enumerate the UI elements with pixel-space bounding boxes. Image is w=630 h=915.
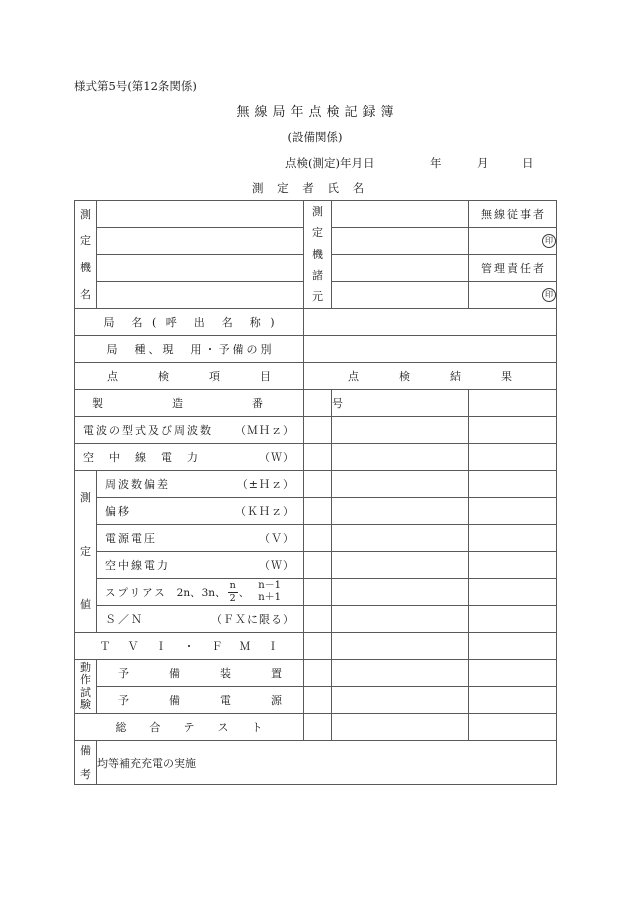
backup-equipment-result-2[interactable] (332, 660, 469, 687)
supply-voltage-result-3[interactable] (469, 525, 557, 552)
sn-ratio-unit: （ＦＸに限る） (211, 613, 295, 626)
spurious-fraction-denominator: 2 (229, 592, 236, 604)
device-name-vertical-label: 測 定 機 名 (75, 201, 97, 309)
device-spec-input-4[interactable] (332, 282, 469, 309)
device-name-input-2[interactable] (97, 228, 304, 255)
measured-values-vertical-label: 測 定 値 (75, 471, 97, 633)
table-row (75, 336, 557, 363)
backup-equipment-result-3[interactable] (469, 660, 557, 687)
tvi-fmi-label: Ｔ Ｖ Ｉ ・ Ｆ Ｍ Ｉ (75, 633, 304, 660)
table-row (75, 660, 557, 687)
backup-equipment-label: 予 備 装 置 (97, 660, 304, 687)
device-spec-vertical-label: 測 定 機 諸 元 (304, 201, 332, 309)
spurious-fraction-suffix: 、 (238, 586, 250, 599)
total-test-result-1[interactable] (304, 714, 332, 741)
spurious-fraction (228, 581, 238, 603)
form-code: 様式第5号(第12条関係) (74, 79, 197, 93)
tvi-fmi-result-1[interactable] (304, 633, 332, 660)
spurious-fraction-numerator: n (229, 580, 236, 591)
device-name-input-4[interactable] (97, 282, 304, 309)
table-row (75, 687, 557, 714)
freq-deviation-result-3[interactable] (469, 471, 557, 498)
table-row (75, 444, 557, 471)
emission-freq-result-3[interactable] (469, 417, 557, 444)
total-test-result-2[interactable] (332, 714, 469, 741)
antenna-power-result-3[interactable] (469, 444, 557, 471)
sn-ratio-result-2[interactable] (332, 606, 469, 633)
antenna-power-measured-label-cell (97, 552, 304, 579)
sn-ratio-result-3[interactable] (469, 606, 557, 633)
page-title: 無線局年点検記録簿 (236, 105, 399, 120)
supply-voltage-result-2[interactable] (332, 525, 469, 552)
device-name-input-3[interactable] (97, 255, 304, 282)
table-header-row (75, 363, 557, 390)
manager-seal-field[interactable] (469, 282, 557, 309)
spurious-stack-top: n－1 (258, 579, 282, 591)
spurious-result-2[interactable] (332, 579, 469, 606)
shift-result-2[interactable] (332, 498, 469, 525)
serial-number-label: 製 造 番 号 (92, 397, 352, 410)
spurious-result-1[interactable] (304, 579, 332, 606)
freq-deviation-result-1[interactable] (304, 471, 332, 498)
table-row (75, 201, 557, 228)
shift-label: 偏移 (105, 505, 131, 518)
emission-freq-result-1[interactable] (304, 417, 332, 444)
remarks-vertical-label: 備 考 (75, 741, 97, 785)
call-sign-input[interactable] (304, 309, 557, 336)
emission-freq-result-2[interactable] (332, 417, 469, 444)
backup-power-result-1[interactable] (304, 687, 332, 714)
shift-result-3[interactable] (469, 498, 557, 525)
table-row (75, 498, 557, 525)
antenna-power-label: 空 中 線 電 力 (83, 451, 200, 464)
emission-freq-unit: （ＭＨｚ） (235, 424, 295, 437)
supply-voltage-result-1[interactable] (304, 525, 332, 552)
station-type-label: 局 種、現 用・予備の別 (75, 336, 304, 363)
backup-power-label: 予 備 電 源 (97, 687, 304, 714)
tvi-fmi-result-3[interactable] (469, 633, 557, 660)
table-row (75, 633, 557, 660)
inspector-name-label: 測 定 者 氏 名 (252, 181, 370, 195)
spurious-term-1: 2n、 (176, 586, 201, 599)
freq-deviation-label-cell (97, 471, 304, 498)
spurious-stack-bottom: n＋1 (258, 592, 282, 603)
serial-number-result-3[interactable] (469, 390, 557, 417)
emission-freq-label: 電波の型式及び周波数 (83, 424, 213, 437)
operation-test-vertical-label: 動 作 試 験 (75, 660, 97, 714)
antenna-power-measured-result-2[interactable] (332, 552, 469, 579)
shift-result-1[interactable] (304, 498, 332, 525)
shift-label-cell (97, 498, 304, 525)
device-name-input-1[interactable] (97, 201, 304, 228)
freq-deviation-label: 周波数偏差 (105, 478, 170, 491)
supply-voltage-unit: （Ｖ） (259, 532, 295, 545)
table-row (75, 471, 557, 498)
shift-unit: （ＫＨｚ） (235, 505, 295, 518)
freq-deviation-result-2[interactable] (332, 471, 469, 498)
tvi-fmi-result-2[interactable] (332, 633, 469, 660)
remarks-note[interactable]: 均等補充充電の実施 (97, 741, 557, 785)
inspection-date-label: 点検(測定)年月日 (285, 156, 375, 170)
serial-number-label-cell (75, 390, 352, 417)
table-row (75, 579, 557, 606)
table-row (75, 741, 557, 785)
table-row (75, 390, 557, 417)
spurious-result-3[interactable] (469, 579, 557, 606)
date-month-unit: 月 (477, 156, 489, 170)
serial-number-result-2[interactable] (332, 390, 469, 417)
date-year-unit: 年 (430, 156, 442, 170)
total-test-result-3[interactable] (469, 714, 557, 741)
device-spec-input-2[interactable] (332, 228, 469, 255)
table-row (75, 606, 557, 633)
antenna-power-measured-label: 空中線電力 (105, 559, 170, 572)
supply-voltage-label: 電源電圧 (105, 532, 157, 545)
date-day-unit: 日 (522, 156, 534, 170)
page-subtitle: (設備関係) (287, 130, 343, 144)
backup-equipment-result-1[interactable] (304, 660, 332, 687)
antenna-power-measured-result-3[interactable] (469, 552, 557, 579)
spurious-label: スプリアス (105, 586, 167, 599)
antenna-power-measured-result-1[interactable] (304, 552, 332, 579)
sn-ratio-label: Ｓ／Ｎ (105, 613, 144, 626)
antenna-power-measured-unit: （Ｗ） (259, 559, 295, 572)
freq-deviation-unit: （±Ｈｚ） (236, 478, 295, 491)
antenna-power-label-cell (75, 444, 304, 471)
sn-ratio-label-cell (97, 606, 304, 633)
spurious-term-2: 3n、 (201, 586, 226, 599)
supply-voltage-label-cell (97, 525, 304, 552)
seal-icon: 印 (542, 288, 556, 302)
inspection-item-header: 点 検 項 目 (75, 363, 304, 390)
emission-freq-label-cell (75, 417, 304, 444)
spurious-label-cell (97, 579, 304, 606)
device-spec-input-1[interactable] (332, 201, 469, 228)
table-row (75, 309, 557, 336)
table-row (75, 552, 557, 579)
operator-role-label: 無線従事者 (469, 201, 557, 228)
operator-seal-field[interactable] (469, 228, 557, 255)
inspection-result-header: 点 検 結 果 (304, 363, 557, 390)
backup-power-result-2[interactable] (332, 687, 469, 714)
device-spec-input-3[interactable] (332, 255, 469, 282)
antenna-power-result-2[interactable] (332, 444, 469, 471)
seal-icon: 印 (542, 234, 556, 248)
backup-power-result-3[interactable] (469, 687, 557, 714)
manager-role-label: 管理責任者 (469, 255, 557, 282)
total-test-label: 総 合 テ ス ト (75, 714, 304, 741)
antenna-power-result-1[interactable] (304, 444, 332, 471)
station-type-input[interactable] (304, 336, 557, 363)
sn-ratio-result-1[interactable] (304, 606, 332, 633)
antenna-power-unit: （Ｗ） (259, 451, 295, 464)
call-sign-label: 局 名 ( 呼 出 名 称 ) (75, 309, 304, 336)
spurious-stack (258, 580, 281, 605)
table-row (75, 525, 557, 552)
table-row (75, 417, 557, 444)
inspection-record-table (74, 200, 557, 785)
table-row (75, 714, 557, 741)
